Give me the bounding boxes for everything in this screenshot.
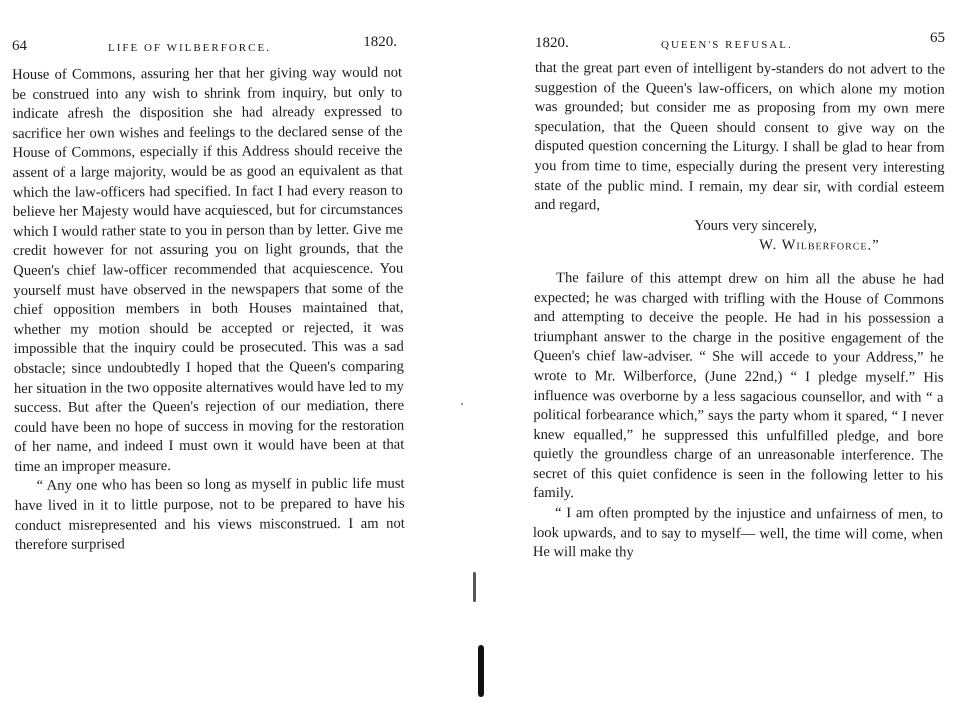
right-page-year: 1820. — [535, 35, 569, 51]
left-page-header — [12, 32, 397, 54]
right-page-number: 65 — [930, 30, 945, 46]
gutter-dot-mark — [461, 403, 463, 405]
right-page — [515, 0, 980, 705]
right-paragraph-2: The failure of this attempt drew on him all the abuse he had expected; he was charged with trifling with the House of Commons and attempting to deceive the people. He had in his possession a triumphant answer to the charge in the positive engagement of the Queen's chief law-adviser. “ She will accede to your Address,” he wrote to Mr. Wilberforce, (June 22nd,) “ I pledge myself.” His influence was overborne by a less sagacious counsellor, and with “ a political forbearance which,” says the party whom it spared, “ I never knew equalled,” he suppressed this unfulfilled pledge, and bore quietly the groundless charge of an unreasonable interference. The secret of this quiet confidence is seen in the following letter to his family. — [533, 270, 945, 502]
left-page-number: 64 — [12, 38, 27, 54]
left-paragraph-2: “ Any one who has been so long as myself in public life must have lived in it to little purpose, not to be prepared to have his conduct misrepresented and his views misconstrued. I am not therefore surprised — [14, 476, 405, 554]
left-page — [0, 0, 470, 705]
left-page-year: 1820. — [363, 34, 397, 50]
left-paragraph-1: House of Commons, assuring her that her giving way would not be construed into any wish to shrink from inquiry, but only to indicate afresh the disposition she had already expressed to sacrifice her own wishes and feelings to the declared sense of the House of Commons, especially if this Address should receive the assent of a large majority, would be as good an equivalent as that which the law-officers had specified. In fact I had every reason to believe her Majesty would have acquiesced, but for circumstances which I would rather state to you in person than by letter. Give me credit however for not assuring you on light grounds, that the Queen's chief law-officer recommended that acquiescence. You yourself must have observed in the newspapers that some of the chief opposition members in both Houses maintained that, whether my motion should be accepted or rejected, it was impossible that the inquiry could be prosecuted. This was a sad obstacle; since undoubtedly I hoped that the Queen's comparing her situation in the two opposite alternatives would have led to my success. But after the Queen's rejection of our mediation, there could have been no hope of success in moving for the restoration of her name, and indeed I must own it would have been at that time an improper measure. — [12, 64, 405, 475]
right-paragraph-1: that the great part even of intelligent by-standers do not advert to the suggestion of the Queen's law-officers, on which alone my motion was grounded; but consider me as proposing from my own mere speculation, that the Queen should consent to give way on the disputed question concerning the Liturgy. I shall be glad to hear from you from time to time, especially during the present very interesting state of the public mind. I remain, my dear sir, with cordial esteem and regard, — [534, 59, 945, 214]
left-page-body — [12, 64, 405, 556]
right-page-header — [535, 32, 945, 54]
right-paragraph-3: “ I am often prompted by the injustice and unfairness of men, to look upwards, and to say to myself— well, the time will come, when He will make thy — [532, 505, 944, 561]
left-running-title: LIFE OF WILBERFORCE. — [108, 42, 271, 54]
gutter-speck-mark — [473, 572, 476, 602]
letter-closing-salutation: Yours very sincerely, — [694, 217, 818, 234]
right-running-title: QUEEN'S REFUSAL. — [661, 39, 793, 51]
letter-signature: W. Wilberforce.” — [759, 237, 880, 254]
right-page-body — [533, 59, 945, 565]
gutter-shadow-mark — [478, 645, 484, 697]
